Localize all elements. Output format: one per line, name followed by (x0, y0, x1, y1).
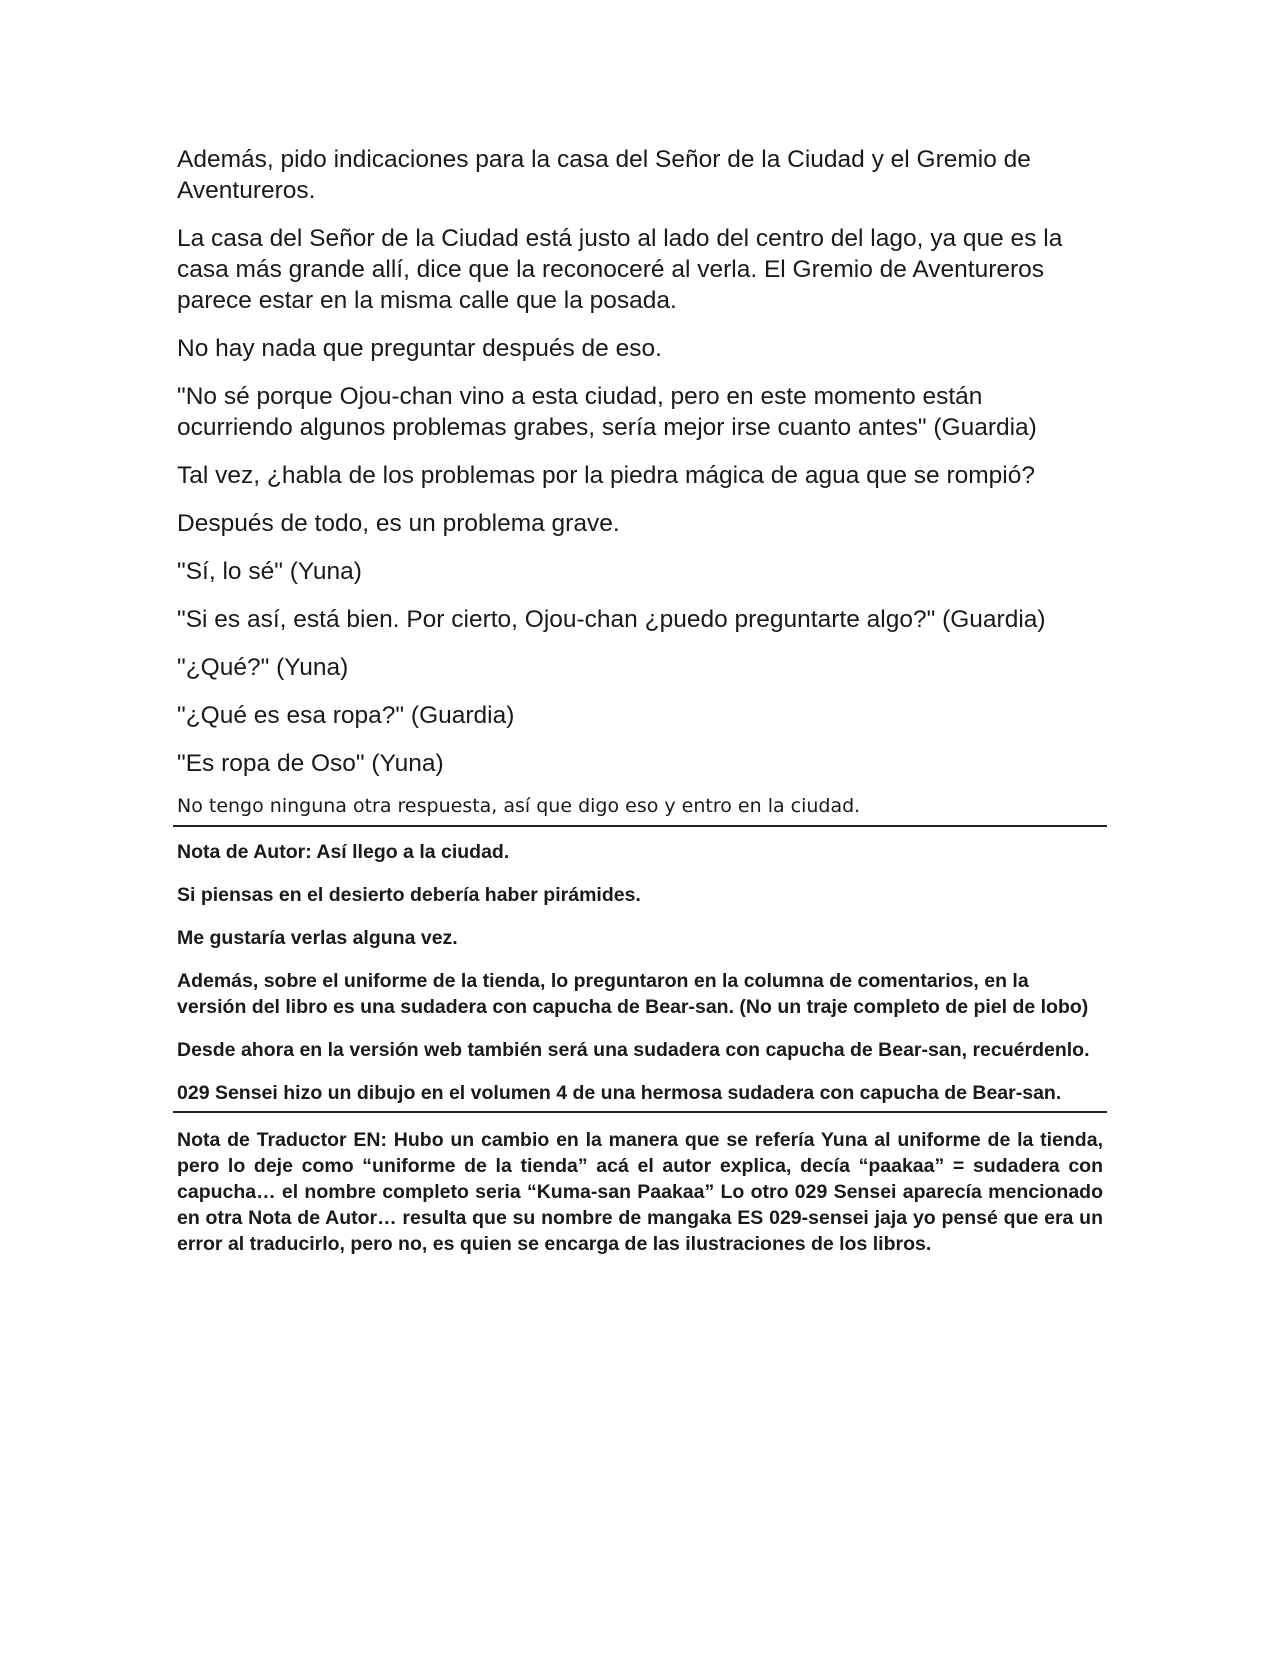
story-paragraph: "¿Qué?" (Yuna) (177, 654, 349, 681)
story-paragraph: "Sí, lo sé" (Yuna) (177, 558, 362, 585)
story-paragraph: "¿Qué es esa ropa?" (Guardia) (177, 702, 515, 729)
story-paragraph: Después de todo, es un problema grave. (177, 510, 620, 537)
author-note-paragraph: 029 Sensei hizo un dibujo en el volumen 4 de una hermosa sudadera con capucha de Bear-san. (177, 1082, 1062, 1104)
translator-note: Nota de Traductor EN: Hubo un cambio en la manera que se refería Yuna al uniforme de la tienda, pero lo deje como “uniforme de la tienda” acá el autor explica, decía “paakaa” = sudadera con capucha… el nombre completo seria “Kuma-san Paakaa” Lo otro 029 Sensei aparecía mencionado en otra Nota de Autor… resulta que su nombre de mangaka ES 029-sensei jaja yo pensé que era un error al traducirlo, pero no, es quien se encarga de las ilustraciones de los libros. (177, 1129, 1103, 1255)
story-paragraph: "Es ropa de Oso" (Yuna) (177, 750, 444, 777)
author-note-paragraph: Me gustaría verlas alguna vez. (177, 927, 458, 949)
author-note-paragraph: Además, sobre el uniforme de la tienda, lo preguntaron en la columna de comentarios, en la versión del libro es una sudadera con capucha de Bear-san. (No un traje completo de piel de lobo) (177, 970, 1089, 1018)
author-note-paragraph: Nota de Autor: Así llego a la ciudad. (177, 841, 510, 863)
author-note-paragraph: Desde ahora en la versión web también será una sudadera con capucha de Bear-san, recuérdenlo. (177, 1039, 1090, 1061)
story-paragraph: "No sé porque Ojou-chan vino a esta ciudad, pero en este momento están ocurriendo algunos problemas grabes, sería mejor irse cuanto antes" (Guardia) (177, 383, 1037, 441)
section-divider (173, 1111, 1107, 1113)
author-note-paragraph: Si piensas en el desierto debería haber pirámides. (177, 884, 641, 906)
story-paragraph: "Si es así, está bien. Por cierto, Ojou-chan ¿puedo preguntarte algo?" (Guardia) (177, 606, 1046, 633)
author-note (177, 827, 1103, 1106)
story-paragraph: No hay nada que preguntar después de eso. (177, 335, 662, 362)
story-paragraph: La casa del Señor de la Ciudad está justo al lado del centro del lago, ya que es la casa más grande allí, dice que la reconoceré al verla. El Gremio de Aventureros parece estar en la misma calle que la posada. (177, 225, 1063, 314)
page-content (177, 144, 1103, 1257)
story-closing-line: No tengo ninguna otra respuesta, así que digo eso y entro en la ciudad. (177, 795, 861, 817)
story-paragraph: Además, pido indicaciones para la casa del Señor de la Ciudad y el Gremio de Aventureros. (177, 146, 1031, 204)
story-paragraph: Tal vez, ¿habla de los problemas por la piedra mágica de agua que se rompió? (177, 462, 1036, 489)
